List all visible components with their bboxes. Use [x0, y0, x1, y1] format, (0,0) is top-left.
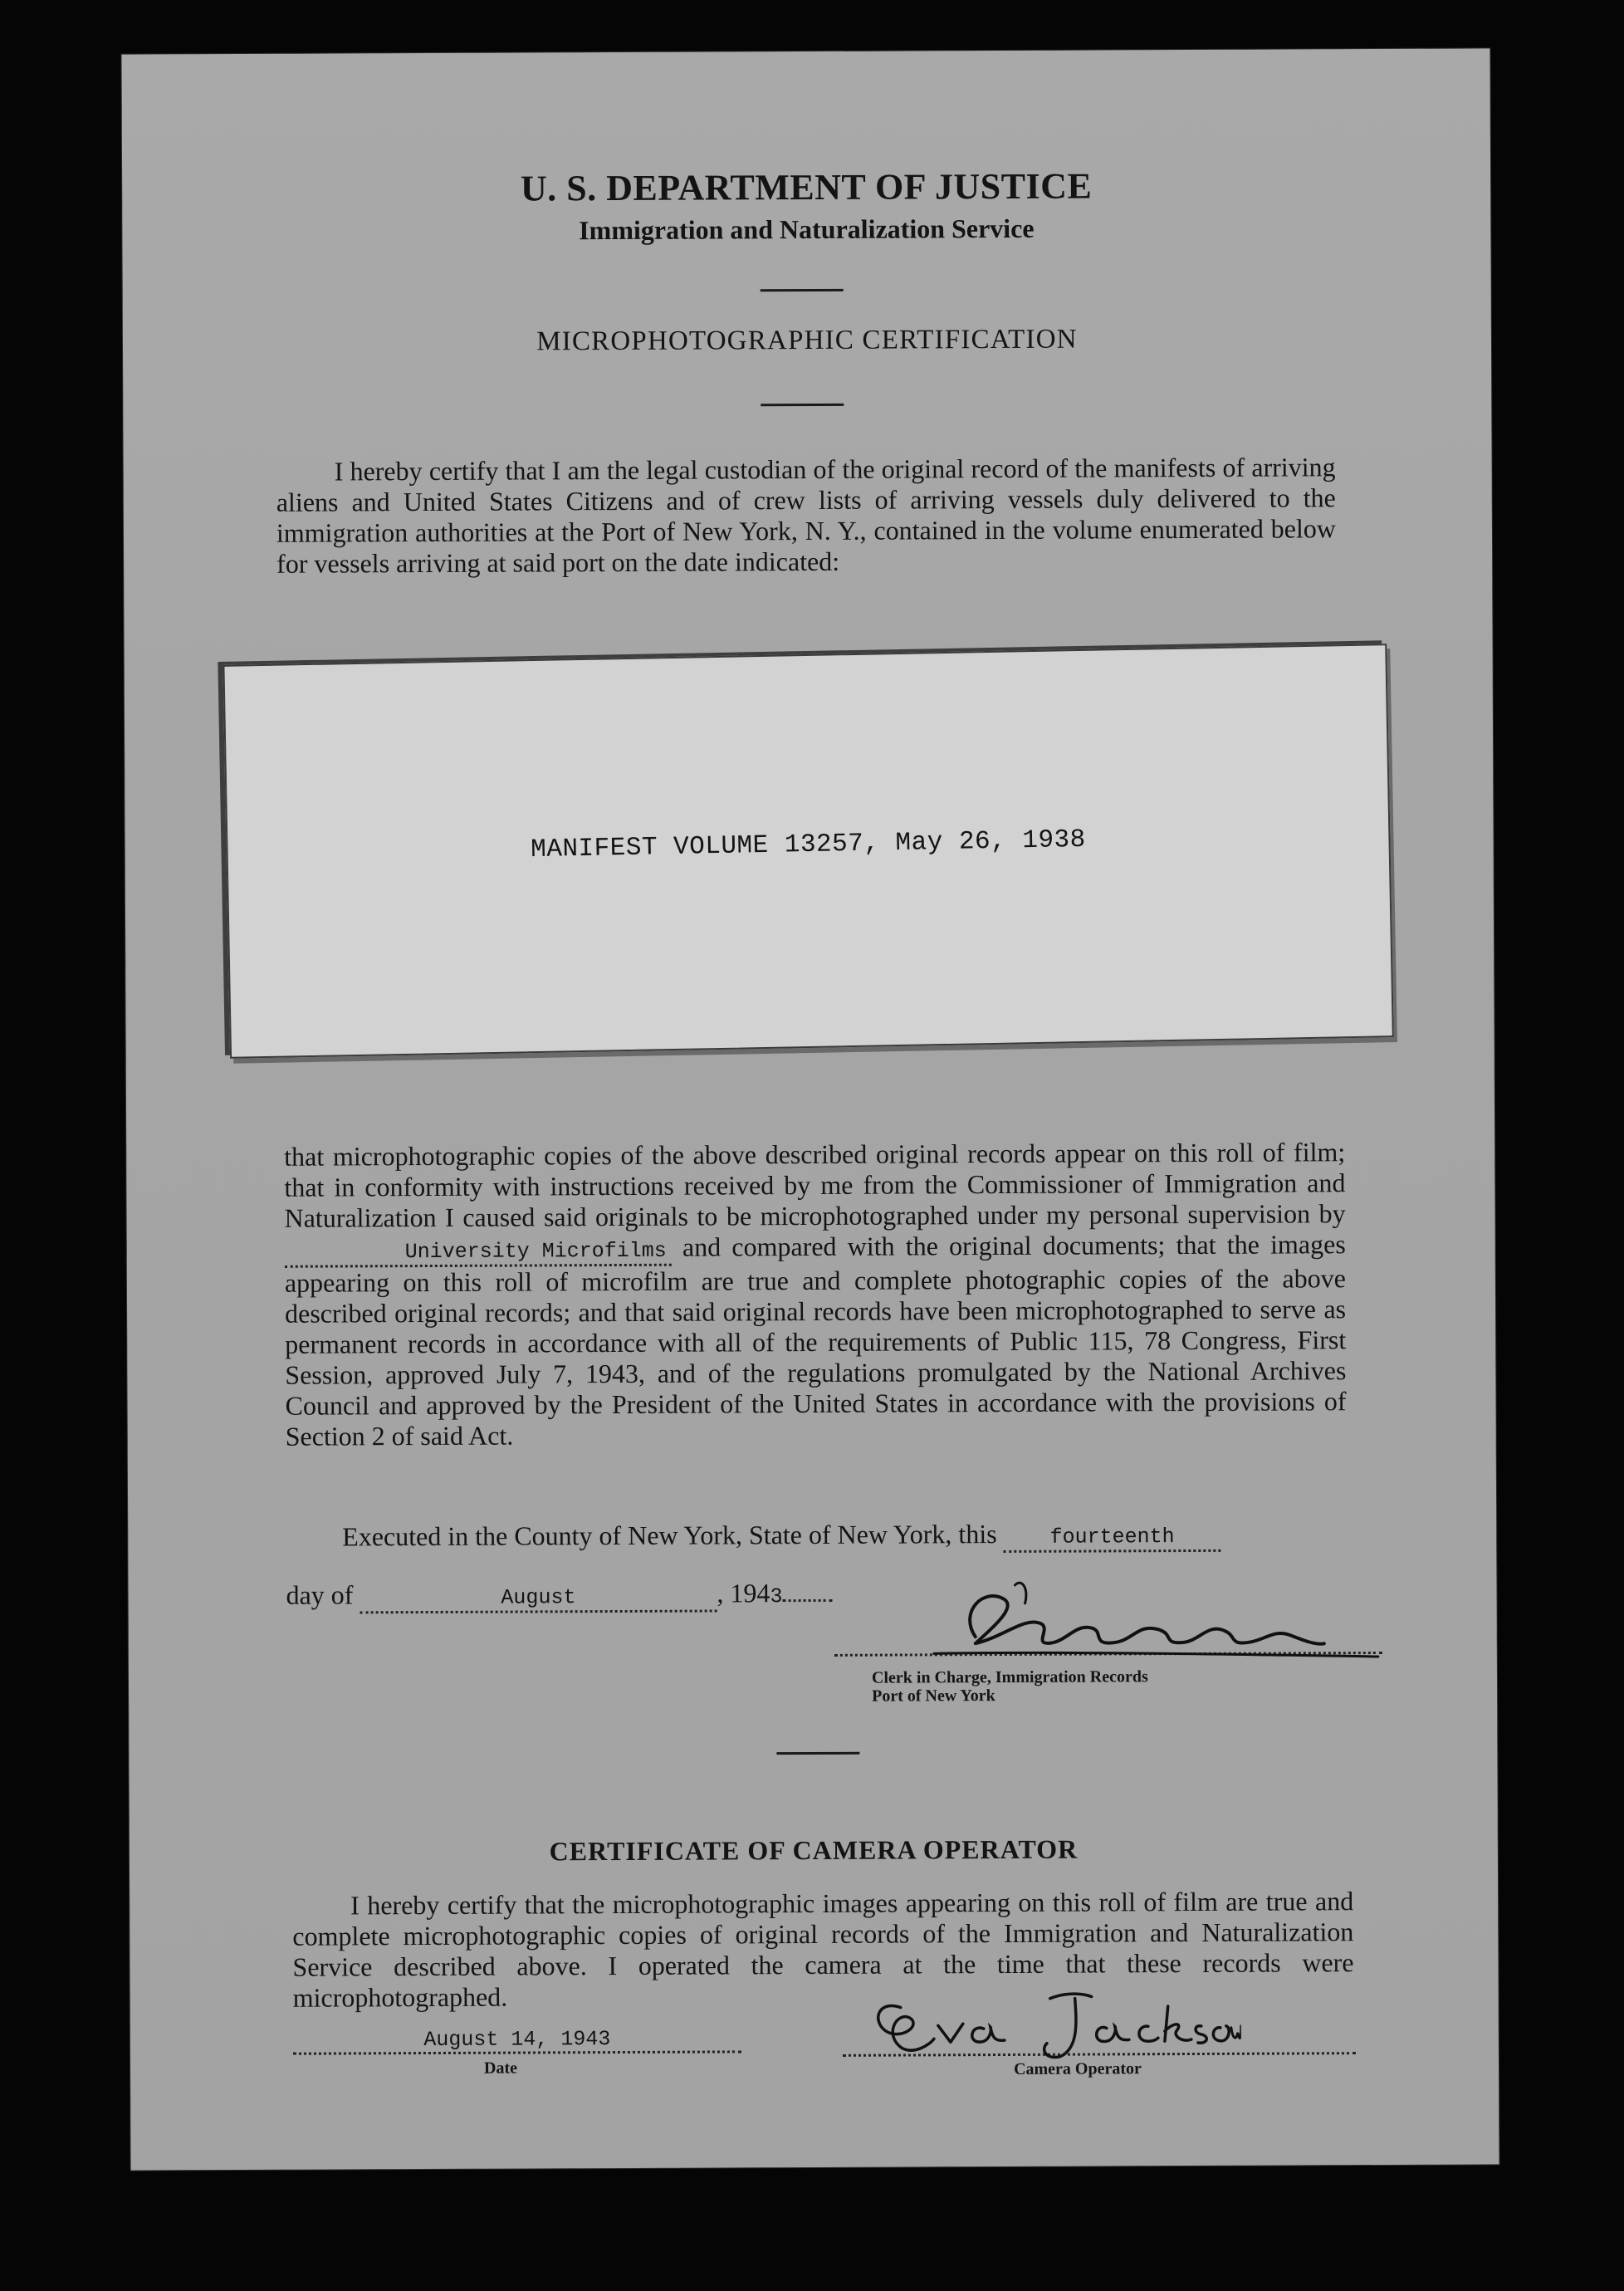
- operator-signature: [843, 1973, 1241, 2066]
- camera-operator-title: CERTIFICATE OF CAMERA OPERATOR: [549, 1833, 1079, 1867]
- operator-date-label: Date: [483, 2058, 518, 2078]
- camera-operator-statement-text: I hereby certify that the microphotographic images appearing on this roll of film are true and complete microphotographic copies of original records of the Immigration and Naturalization Service described above. I operated the camera at the time that these records were microphotographed.: [292, 1886, 1354, 2013]
- operator-date-value: August 14, 1943: [423, 2027, 611, 2053]
- clerk-signature: [925, 1577, 1390, 1670]
- operator-label: Camera Operator: [1013, 2059, 1142, 2078]
- execution-date-line: [286, 1577, 966, 1614]
- operator-date-field: [293, 2026, 741, 2054]
- manifest-volume-label: MANIFEST VOLUME 13257, May 26, 1938: [530, 825, 1087, 865]
- custodian-statement: [276, 452, 1337, 580]
- copies-statement-part2: and compared with the original documents; that the images appearing on this roll of microfilm are true and complete photographic copies of the above described original records; and that said original records have been microphotographed to serve as permanent records in accordance with all of the requirements of Public 115, 78 Congress, First Session, approved July 7, 1943, and of the regulations promulgated by the National Archives Council and approved by the President of the United States in accordance with the provisions of Section 2 of said Act.: [284, 1229, 1347, 1451]
- execution-line: [342, 1517, 1347, 1555]
- copies-statement-body: [284, 1137, 1347, 1452]
- custodian-statement-text: I hereby certify that I am the legal custodian of the original record of the manifests of arriving aliens and United States Citizens and of crew lists of arriving vessels duly delivered to the immigration authorities at the Port of New York, N. Y., contained in the volume enumerated below for vessels arriving at said port on the date indicated:: [276, 452, 1337, 579]
- title-divider: [761, 404, 844, 406]
- photographer-field: University Microfilms: [285, 1239, 672, 1268]
- execution-month-field: August: [360, 1584, 717, 1613]
- year-trailing-dots: [782, 1599, 832, 1602]
- year-digit: 3: [770, 1584, 783, 1609]
- header-divider: [761, 289, 844, 291]
- service-subtitle: Immigration and Naturalization Service: [579, 213, 1035, 246]
- certificate-sheet: [121, 48, 1499, 2170]
- day-of-label: day of: [286, 1579, 354, 1610]
- execution-day-field: fourteenth: [1004, 1525, 1221, 1553]
- manifest-volume-card: [223, 644, 1393, 1059]
- year-prefix: , 194: [717, 1578, 770, 1608]
- execution-prefix: Executed in the County of New York, State of New York, this: [342, 1519, 997, 1552]
- clerk-title-line2: Port of New York: [872, 1686, 995, 1706]
- section-divider: [776, 1752, 859, 1755]
- form-title: MICROPHOTOGRAPHIC CERTIFICATION: [536, 324, 1078, 357]
- copies-statement: [284, 1137, 1347, 1452]
- clerk-title: [872, 1667, 1148, 1705]
- copies-statement-part1: that microphotographic copies of the above described original records appear on this roll of film; that in conformity with instructions received by me from the Commissioner of Immigration and Naturalization I caused said originals to be microphotographed under my personal supervision by: [284, 1137, 1346, 1233]
- clerk-title-line1: Clerk in Charge, Immigration Records: [871, 1667, 1148, 1687]
- agency-title: U. S. DEPARTMENT OF JUSTICE: [520, 165, 1093, 209]
